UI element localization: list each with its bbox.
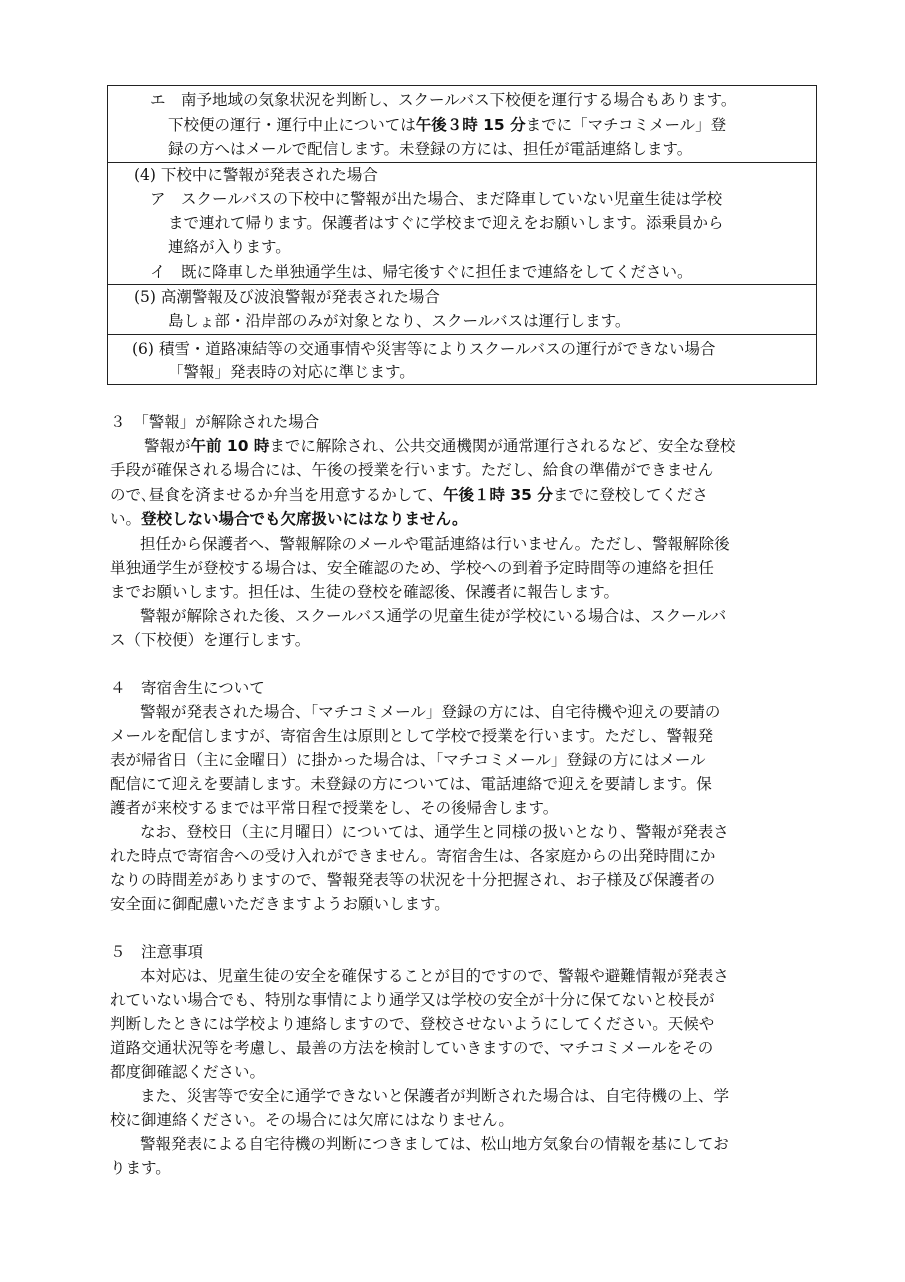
sec5-p1-line4: 道路交通状況等を考慮し、最善の方法を検討していきますので、マチコミメールをその (110, 1039, 714, 1057)
row4-item-a-line1: ア スクールバスの下校中に警報が出た場合、まだ降車していない児童生徒は学校 (150, 190, 723, 208)
sec5-p1-line2: れていない場合でも、特別な事情により通学又は学校の安全が十分に保てないと校長が (110, 991, 715, 1009)
table-row-e (107, 85, 817, 162)
sec5-p2-line1: また、災害等で安全に通学できないと保護者が判断された場合は、自宅待機の上、学 (140, 1087, 730, 1105)
sec4-p2-line2: れた時点で寄宿舎への受け入れができません。寄宿舎生は、各家庭からの出発時間にか (110, 847, 716, 865)
table-row-4 (107, 162, 817, 284)
sec3-p1-line3: ので､昼食を済ませるか弁当を用意するかして、午後１時 35 分までに登校してくださ (110, 486, 708, 504)
sec3-p2-line2: 単独通学生が登校する場合は、安全確認のため、学校への到着予定時間等の連絡を担任 (110, 559, 714, 577)
sec3-p2-line1: 担任から保護者へ、警報解除のメールや電話連絡は行いません。ただし、警報解除後 (140, 535, 730, 553)
sec3-p3-line1: 警報が解除された後、スクールバス通学の児童生徒が学校にいる場合は、スクールバ (140, 607, 727, 625)
table-row-5 (107, 284, 817, 334)
row5-body: 島しょ部・沿岸部のみが対象となり、スクールバスは運行します。 (168, 312, 631, 330)
row6-body: 「警報」発表時の対応に準じます。 (168, 363, 415, 381)
table-row-6 (107, 334, 817, 385)
row-e-line1: エ 南予地域の気象状況を判断し、スクールバス下校便を運行する場合もあります。 (150, 91, 737, 109)
sec3-p1-line1: 警報が午前 10 時までに解除され、公共交通機関が通常運行されるなど、安全な登校 (144, 437, 736, 455)
sec5-p1-line3: 判断したときには学校より連絡しますので、登校させないようにしてください。天候や (110, 1015, 715, 1033)
section-4-title: ４ 寄宿舎生について (110, 679, 265, 697)
section-3-title: ３ 「警報」が解除された場合 (110, 413, 320, 431)
row-e-line2: 下校便の運行・運行中止については午後３時 15 分までに「マチコミメール」登 (168, 116, 727, 134)
sec3-no-absence-bold: 登校しない場合でも欠席扱いにはなりません。 (141, 510, 468, 528)
row-e-time-bold: 午後３時 15 分 (415, 116, 526, 134)
sec4-p1-line1: 警報が発表された場合、「マチコミメール」登録の方には、自宅待機や迎えの要請の (140, 703, 721, 721)
sec5-p2-line2: 校に御連絡ください。その場合には欠席にはなりません。 (110, 1111, 514, 1129)
sec5-p3-line2: ります。 (110, 1159, 171, 1177)
sec3-am-time-bold: 午前 10 時 (190, 437, 270, 455)
sec4-p1-line5: 護者が来校するまでは平常日程で授業をし、その後帰舎します。 (110, 799, 559, 817)
row4-item-a-line3: 連絡が入ります。 (168, 238, 291, 256)
sec3-p2-line3: までお願いします。担任は、生徒の登校を確認後、保護者に報告します。 (110, 583, 620, 601)
row-e-line3: 録の方へはメールで配信します。未登録の方には、担任が電話連絡します。 (168, 140, 693, 158)
sec4-p1-line3: 表が帰省日（主に金曜日）に掛かった場合は、「マチコミメール」登録の方にはメール (110, 751, 706, 769)
sec5-p1-line1: 本対応は、児童生徒の安全を確保することが目的ですので、警報や避難情報が発表さ (140, 967, 729, 985)
section-5-title: ５ 注意事項 (110, 943, 204, 961)
row6-title: (6) 積雪・道路凍結等の交通事情や災害等によりスクールバスの運行ができない場合 (132, 340, 716, 358)
sec3-p1-line2: 手段が確保される場合には、午後の授業を行います。ただし、給食の準備ができません (110, 461, 714, 479)
sec4-p2-line1: なお、登校日（主に月曜日）については、通学生と同様の扱いとなり、警報が発表さ (140, 823, 729, 841)
row4-item-a-line2: まで連れて帰ります。保護者はすぐに学校まで迎えをお願いします。添乗員から (168, 214, 724, 232)
sec4-p1-line2: メールを配信しますが、寄宿舎生は原則として学校で授業を行います。ただし、警報発 (110, 727, 713, 745)
sec5-p1-line5: 都度御確認ください。 (110, 1063, 266, 1081)
sec5-p3-line1: 警報発表による自宅待機の判断につきましては、松山地方気象台の情報を基にしてお (140, 1135, 729, 1153)
row4-title: (4) 下校中に警報が発表された場合 (134, 166, 378, 184)
sec4-p2-line4: 安全面に御配慮いただきますようお願いします。 (110, 895, 450, 913)
sec3-p3-line2: ス（下校便）を運行します。 (110, 631, 311, 649)
row4-item-i: イ 既に降車した単独通学生は、帰宅後すぐに担任まで連絡をしてください。 (150, 263, 693, 281)
sec3-pm-time-bold: 午後１時 35 分 (442, 486, 553, 504)
sec4-p2-line3: なりの時間差がありますので、警報発表等の状況を十分把握され、お子様及び保護者の (110, 871, 716, 889)
sec4-p1-line4: 配信にて迎えを要請します。未登録の方については、電話連絡で迎えを要請します。保 (110, 775, 712, 793)
sec3-p1-line4: い。登校しない場合でも欠席扱いにはなりません。 (110, 510, 468, 528)
row5-title: (5) 高潮警報及び波浪警報が発表された場合 (134, 288, 440, 306)
